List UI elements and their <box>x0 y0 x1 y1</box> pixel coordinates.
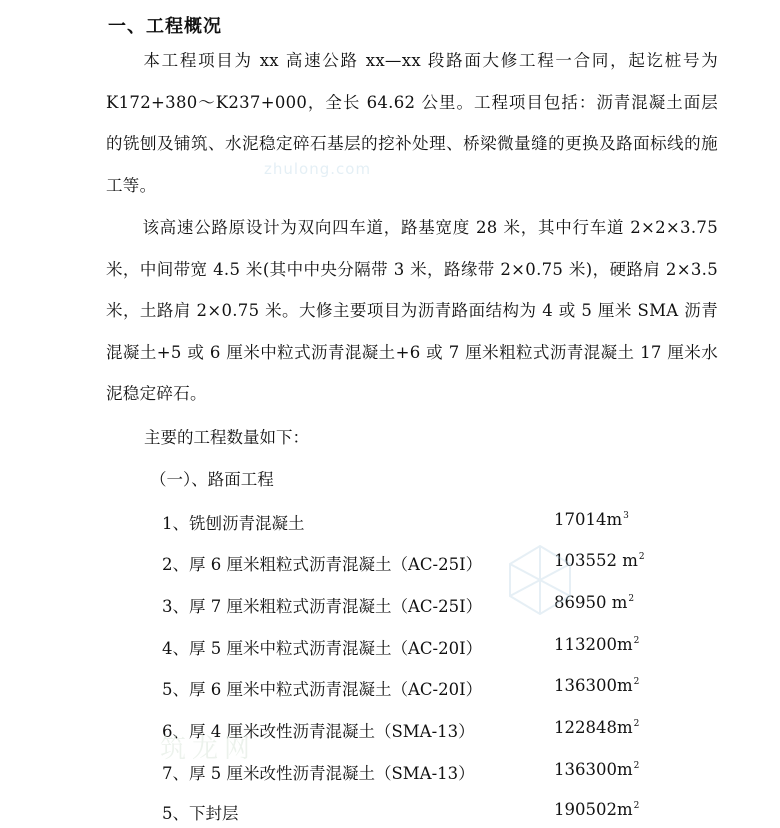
quantity-item-label: 7、厚 5 厘米改性沥青混凝土（SMA-13） <box>162 764 475 783</box>
quantity-unit: m <box>611 593 628 612</box>
quantity-item-label: 5、厚 6 厘米中粒式沥青混凝土（AC-20Ⅰ） <box>162 680 483 699</box>
quantity-item-label: 2、厚 6 厘米粗粒式沥青混凝土（AC-25Ⅰ） <box>162 555 483 574</box>
quantity-item-label: 6、厚 4 厘米改性沥青混凝土（SMA-13） <box>162 722 475 741</box>
overview-paragraph-2 <box>106 207 718 415</box>
quantity-unit-exponent: 3 <box>623 511 629 521</box>
quantity-unit: m <box>617 676 633 695</box>
overview-paragraph-2-text: 该高速公路原设计为双向四车道，路基宽度 28 米，其中行车道 2×2×3.75 米，中间带宽 4.5 米(其中中央分隔带 3 米，路缘带 2×0.75 米)，硬路肩 2×3.5 米，土路肩 2×0.75 米。大修主要项目为沥青路面结构为 4 或 5 厘米 SMA 沥青混凝土+5 或 6 厘米中粒式沥青混凝土+6 或 7 厘米粗粒式沥青混凝土 17 厘米水泥稳定碎石。 <box>106 218 718 403</box>
subsection-title: （一）、路面工程 <box>150 470 274 489</box>
quantity-item-label: 3、厚 7 厘米粗粒式沥青混凝土（AC-25Ⅰ） <box>162 597 483 616</box>
quantity-number: 190502 <box>554 800 617 819</box>
quantity-number: 17014 <box>554 510 607 529</box>
quantity-unit-exponent: 2 <box>633 636 640 646</box>
quantity-item-value <box>554 676 639 695</box>
quantity-number: 122848 <box>554 718 617 737</box>
overview-paragraph-1 <box>106 40 718 206</box>
quantity-item-label: 4、厚 5 厘米中粒式沥青混凝土（AC-20Ⅰ） <box>162 639 483 658</box>
quantity-item-label: 5、下封层 <box>162 804 239 823</box>
quantity-item-value <box>554 635 639 654</box>
quantity-unit: m <box>617 718 633 737</box>
section-heading: 一、工程概况 <box>108 16 222 37</box>
quantity-unit: m <box>617 760 633 779</box>
watermark-text-cn: 筑龙网 <box>160 734 257 764</box>
quantity-unit-exponent: 2 <box>633 801 640 811</box>
quantity-item-value <box>554 800 639 819</box>
quantity-unit-exponent: 2 <box>633 719 640 729</box>
overview-paragraph-1-text: 本工程项目为 xx 高速公路 xx—xx 段路面大修工程一合同，起讫桩号为K172+380～K237+000，全长 64.62 公里。工程项目包括：沥青混凝土面层的铣刨及铺筑、水泥稳定碎石基层的挖补处理、桥梁微量缝的更换及路面标线的施工等。 <box>106 51 718 195</box>
quantities-intro: 主要的工程数量如下： <box>144 428 309 447</box>
quantity-number: 136300 <box>554 760 617 779</box>
quantity-unit-exponent: 2 <box>628 594 635 604</box>
quantity-unit-exponent: 2 <box>633 677 640 687</box>
quantity-item-value <box>554 760 639 779</box>
quantity-unit: m <box>622 551 638 570</box>
quantity-unit: m <box>617 635 633 654</box>
quantity-item-label: 1、铣刨沥青混凝土 <box>162 514 305 533</box>
quantity-unit: m <box>606 510 623 529</box>
watermark-text: zhulong.com <box>264 160 372 178</box>
watermark-logo-icon <box>500 540 580 620</box>
quantity-number: 103552 <box>554 551 623 570</box>
quantity-number: 136300 <box>554 676 617 695</box>
quantity-unit-exponent: 2 <box>638 552 645 562</box>
quantity-number: 113200 <box>554 635 617 654</box>
quantity-item-value <box>554 510 629 529</box>
quantity-unit: m <box>617 800 633 819</box>
quantity-number: 86950 <box>554 593 612 612</box>
quantity-unit-exponent: 2 <box>633 761 640 771</box>
quantity-item-value <box>554 718 639 737</box>
